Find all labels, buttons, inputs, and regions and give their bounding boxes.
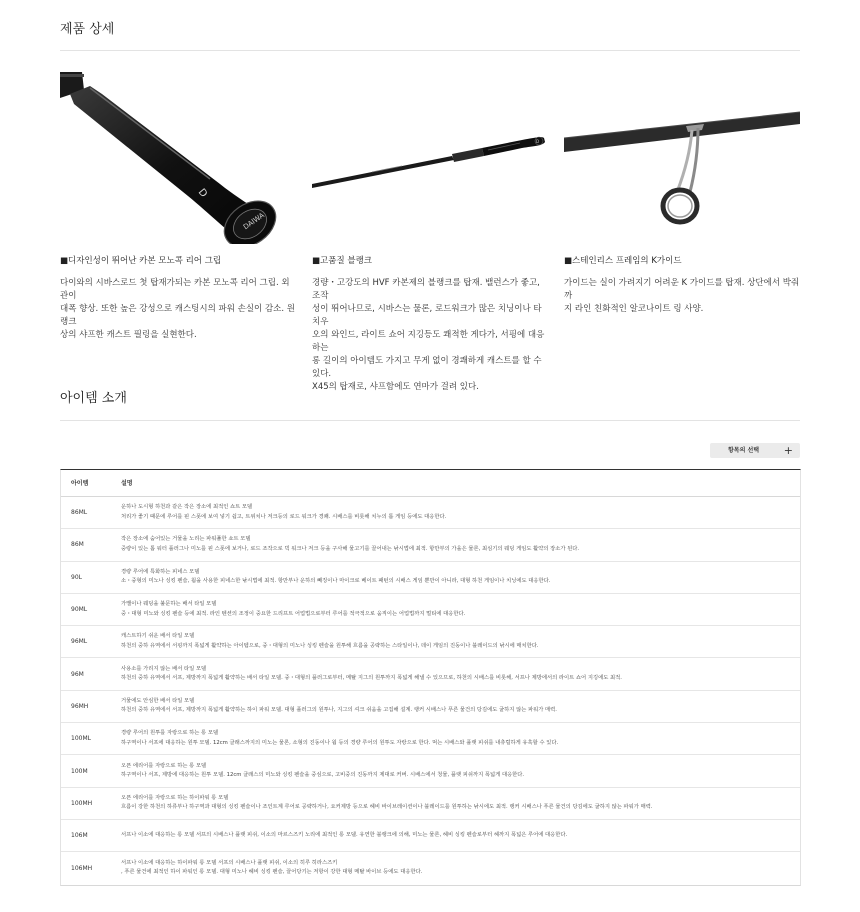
svg-text:D: D	[536, 139, 540, 144]
item-description: 캐스트하기 쉬운 배서 타일 모델 하천의 중하 유역에서 서핑까지 폭넓게 활약하는 아이템으로, 중・대형의 미노나 싱킹 펜슬을 원투해 흐름을 공략하는 스타일이나, 데이 게임의 진동이나 블레이드의 낚시에 매치한다.	[121, 633, 539, 649]
column-header-item: 아이템	[71, 480, 89, 487]
table-row	[61, 594, 800, 626]
feature-description: 다이와의 시바스로드 첫 탑재가되는 카본 모노콕 리어 그립. 외관이 대폭 향상. 또한 높은 강성으로 캐스팅시의 파워 손실이 감소. 원랭크 상의 샤프한 캐스트 필링을 실현한다.	[60, 278, 295, 340]
item-code: 86M	[71, 541, 84, 549]
item-description: 경량 루어의 원투를 자랑으로 하는 롱 모델 하구역이나 서프에 대응하는 원투 모델. 12cm 클래스까지의 미노는 물론, 소형의 진동이나 웜 등의 경량 루어의 원투도 자랑으로 한다. 먹는 시배스와 플랫 피쉬를 내츄럴하게 유혹할 수 있다.	[121, 730, 559, 746]
feature-card-guide	[564, 64, 800, 316]
item-description: 거물에도 안심한 배서 타일 모델 하천의 중하 유역에서 서프, 제방까지 폭넓게 활약하는 하이 파워 모델. 대형 플러그의 원투나, 지그의 셔크 쉬움을 고집해 설계. 랭커 시배스나 푸른 물건의 당김에도 굴하지 않는 파워가 매력.	[121, 697, 557, 714]
daiwa-logo: DAIWA	[241, 211, 266, 232]
item-description: 오픈 에리어를 자랑으로 하는 하이파워 롱 모델 흐름이 강한 하천의 하류부나 하구역과 대형의 싱킹 펜슬이나 조인트계 루어로 공략하거나, 요커제방 등으로 헤비 바이브레이션이나 블레이드를 원투하는 낚시에도 최적. 랭커 시배스나 푸른 물건의 당김에도 굴하지 않는 파워가 매력.	[121, 794, 653, 811]
table-row	[61, 755, 800, 787]
item-code: 86ML	[71, 509, 88, 517]
table-row	[61, 852, 800, 884]
item-description: 서프나 이소에 대응하는 하이파워 롱 모델 서프의 시배스나 플랫 피쉬, 이소의 히루 히라스즈키 , 푸른 물건에 최적인 하이 파워인 롱 모델. 대형 미노나 헤비 싱킹 펜슬, 끌어당기는 저항이 강한 대형 메탈 바이브 등에도 대응한다.	[121, 859, 423, 876]
item-select-label: 항목의 선택	[728, 447, 760, 454]
divider	[60, 420, 800, 421]
rod-blank-image	[312, 64, 548, 244]
item-description: 사용소를 가리지 않는 배서 타일 모델 하천의 중하 유역에서 서프, 제방까지 폭넓게 활약하는 배서 타일 모델. 중・대형의 플러그로부터, 메탈 지그의 원투까지 폭넓게 해낼 수 있으므로, 하천의 시배스를 비롯해, 서프나 제방에서의 라이트 쇼어 지깅에도 최적.	[121, 665, 622, 682]
table-row	[61, 723, 800, 755]
divider	[60, 50, 800, 51]
feature-caption: ■고품질 블랭크	[312, 256, 372, 266]
column-header-description: 설명	[121, 480, 133, 487]
item-description: 가밸이나 웨딩을 불문하는 배서 타일 모델 중・대형 미노와 싱킹 펜슬 등에 최적. 라인 텐션의 조정이 중요한 드리프트 어업법으로부터 루어를 적극적으로 움직이는 어업법까지 멀티에 대응한다.	[121, 601, 466, 617]
item-code: 96MH	[71, 702, 89, 710]
item-code: 100M	[71, 767, 88, 775]
plus-icon: +	[783, 444, 793, 457]
feature-card-blank	[312, 64, 548, 394]
item-description: 서프나 이소에 대응하는 롱 모델 서프의 시배스나 플랫 피쉬, 이소의 마르스즈키 노리에 최적인 롱 모델. 유연한 블랭크에 의해, 미노는 물론, 헤비 싱킹 펜슬로부터 헤까지 폭넓은 루어에 대응한다.	[121, 831, 568, 838]
table-row	[61, 497, 800, 529]
item-code: 96M	[71, 670, 84, 678]
rear-grip-image	[60, 64, 296, 244]
table-row	[61, 788, 800, 820]
item-description: 운하나 도시형 하천과 같은 작은 장소에 최적인 쇼트 모델 처리가 좋기 때문에 루어를 핀 스폿에 보여 넣기 쉽고, 트위치나 저크등의 로드 워크가 경쾌. 시배스를 비롯해 치누의 톱 게임 등에도 대응한다.	[121, 504, 447, 520]
table-row	[61, 658, 800, 690]
feature-caption: ■디자인성이 뛰어난 카본 모노콕 리어 그립	[60, 256, 222, 266]
product-detail-title: 제품 상세	[60, 22, 115, 37]
item-table	[60, 469, 801, 886]
feature-card-grip	[60, 64, 296, 342]
item-description: 오픈 에리어를 자랑으로 하는 롱 모델 하구역이나 서프, 제방에 대응하는 원투 모델. 12cm 클래스의 미노와 싱킹 펜슬을 중심으로, 고비중의 진동까지 제대로 커버. 시배스에서 청물, 플랫 피쉬까지 폭넓게 대응한다.	[121, 762, 525, 779]
k-guide-image	[564, 64, 800, 244]
item-code: 90ML	[71, 606, 88, 614]
item-description: 경량 루어에 특화하는 피네스 모델 소・중형의 미노나 싱킹 펜슬, 웜을 사용한 피네스한 낚시법에 최적. 항만부나 운하의 빼징이나 마이크로 베이트 패턴의 시배스 게임 뿐만이 아니라, 대형 하천 게임이나 치닝에도 대응한다.	[121, 568, 551, 585]
table-row	[61, 820, 800, 852]
item-code: 106MH	[71, 864, 93, 872]
item-code: 100MH	[71, 799, 93, 807]
table-row	[61, 691, 800, 723]
item-code: 100ML	[71, 735, 91, 743]
table-row	[61, 626, 800, 658]
item-code: 106M	[71, 832, 88, 840]
item-description: 작은 장소에 숨어있는 거물을 노리는 파워풀한 쇼트 모델 중량이 있는 톱 워터 플러그나 미노를 핀 스폿에 보거나, 로드 조작으로 빅 워크나 저크 등을 구사해 물고기를 끌어내는 낚시법에 최적. 항만부의 가을은 물론, 최심기의 웨딩 게임도 활약의 장소가 된다.	[121, 536, 580, 552]
feature-caption: ■스테인리스 프레임의 K가이드	[564, 256, 682, 266]
feature-description: 가이드는 실이 가려지기 어려운 K 가이드를 탑재. 상단에서 박줘까 지 라인 친화적인 알코나이트 링 사양.	[564, 278, 800, 314]
item-select-button[interactable]	[710, 443, 800, 458]
feature-description: 경량・고강도의 HVF 카본제의 블랭크를 탑재. 밸런스가 좋고, 조작 성이 뛰어나므로, 시바스는 물론, 로드워크가 많은 치닝이나 타치우 오의 와인드, 라이트 쇼어 지깅등도 쾌적한 게다가, 서핑에 대응하는 롱 길이의 아이템도 가지고 무게 없이 경쾌하게 캐스트를 할 수 있다. X45의 탑재로, 샤프함에도 연마가 걸려 있다.	[312, 278, 545, 392]
table-row	[61, 529, 800, 561]
table-header	[61, 470, 800, 497]
item-intro-title: 아이템 소개	[60, 391, 127, 406]
svg-text:D: D	[195, 186, 210, 200]
item-code: 90L	[71, 573, 82, 581]
table-row	[61, 562, 800, 594]
item-code: 96ML	[71, 638, 88, 646]
